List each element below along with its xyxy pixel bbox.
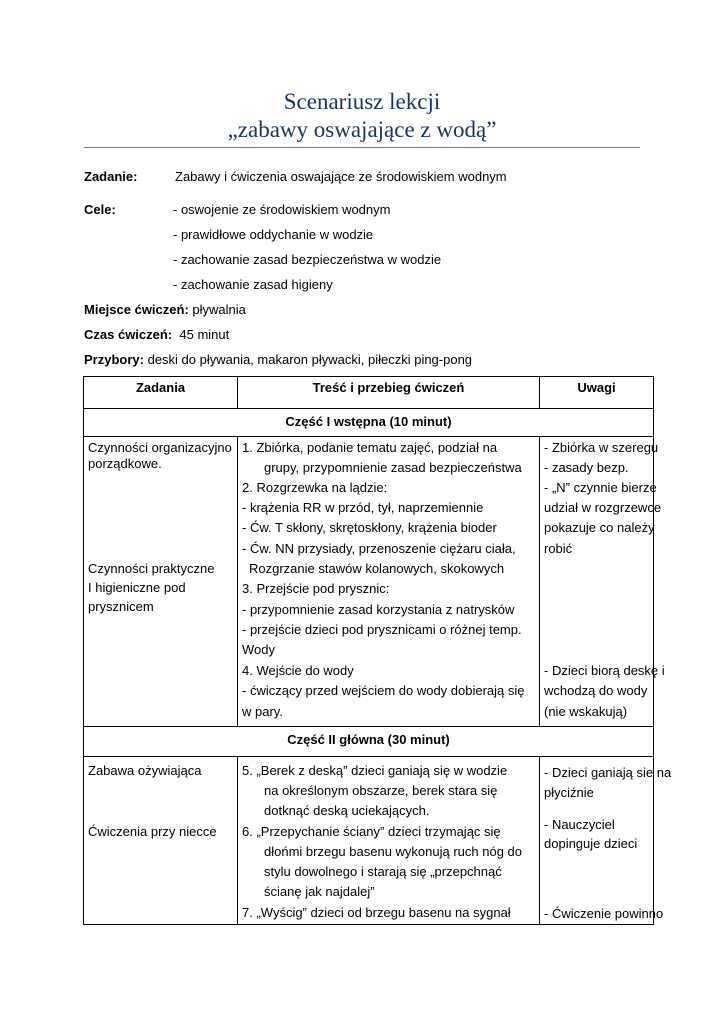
- cell-text: - przypomnienie zasad korzystania z natrysków: [242, 602, 515, 617]
- przybory-label: Przybory:: [84, 352, 144, 367]
- cell-text: - Dzieci biorą deskę i: [544, 663, 665, 678]
- cell-text: płyciźnie: [544, 785, 594, 800]
- cele-item: - oswojenie ze środowiskiem wodnym: [173, 202, 391, 217]
- cell-text: ścianę jak najdalej”: [264, 884, 375, 899]
- cell-text: grupy, przypomnienie zasad bezpieczeństwa: [264, 460, 522, 475]
- cell-text: - Zbiórka w szeregu: [544, 440, 659, 455]
- cell-text: Ćwiczenia przy niecce: [88, 824, 217, 839]
- lesson-table: [83, 376, 672, 925]
- cell-text: - zasady bezp.: [544, 460, 629, 475]
- czas-label: Czas ćwiczeń:: [84, 327, 173, 342]
- cell-text: - Ćwiczenie powinno: [544, 906, 664, 921]
- cell-text: Zabawa ożywiająca: [88, 763, 202, 778]
- cell-text: 6. „Przepychanie ściany” dzieci trzymając się: [242, 824, 501, 839]
- cell-text: Rozgrzanie stawów kolanowych, skokowych: [249, 561, 505, 576]
- cell-text: - Ćw. NN przysiady, przenoszenie ciężaru ciała,: [242, 541, 516, 556]
- przybory-value: deski do pływania, makaron pływacki, piłeczki ping-pong: [147, 352, 473, 367]
- cell-text: w pary.: [242, 704, 283, 719]
- cell-text: - Dzieci ganiają sie na: [544, 765, 672, 780]
- cell-text: 4. Wejście do wody: [242, 663, 354, 678]
- cell-text: 7. „Wyścig” dzieci od brzegu basenu na sygnał: [242, 905, 511, 920]
- header-uwagi: Uwagi: [577, 380, 616, 395]
- cele-label: Cele:: [84, 202, 116, 217]
- cell-text: - Nauczyciel: [544, 817, 615, 832]
- title-divider: [84, 147, 640, 148]
- cell-text: robić: [544, 541, 573, 556]
- cell-text: Czynności praktyczne: [88, 561, 215, 576]
- cell-text: - ćwiczący przed wejściem do wody dobierają się: [242, 683, 525, 698]
- cell-text: dłońmi brzegu basenu wykonują ruch nóg do: [264, 844, 523, 859]
- table-header-row: [84, 377, 654, 409]
- cell-text: 3. Przejście pod prysznic:: [242, 581, 390, 596]
- miejsce-value: pływalnia: [192, 302, 246, 317]
- section-row: [84, 727, 654, 757]
- cell-text: na określonym obszarze, berek stara się: [264, 783, 498, 798]
- cell-text: pokazuje co należy: [544, 520, 655, 535]
- section-title: Część I wstępna (10 minut): [285, 414, 452, 429]
- cele-item: - prawidłowe oddychanie w wodzie: [173, 227, 374, 242]
- cell-text: prysznicem: [88, 599, 154, 614]
- zadanie-label: Zadanie:: [84, 169, 138, 184]
- cell-text: 2. Rozgrzewka na lądzie:: [242, 480, 388, 495]
- cele-item: - zachowanie zasad higieny: [173, 277, 333, 292]
- table-row: [84, 757, 654, 925]
- document-subtitle: „zabawy oswajające z wodą”: [227, 117, 497, 142]
- przybory-row: [84, 352, 472, 368]
- cell-text: Wody: [242, 642, 275, 657]
- cell-text: 1. Zbiórka, podanie tematu zajęć, podział na: [242, 440, 498, 455]
- cell-text: stylu dowolnego i starają się „przepchnąć: [264, 864, 502, 879]
- table-row: [84, 437, 654, 727]
- czas-row: [84, 327, 229, 343]
- header-zadania: Zadania: [135, 380, 186, 395]
- cell-text: udział w rozgrzewce: [544, 500, 662, 515]
- cele-item: - zachowanie zasad bezpieczeństwa w wodzie: [173, 252, 442, 267]
- miejsce-row: [84, 302, 246, 318]
- cell-text: dotknąć deską uciekających.: [264, 803, 430, 818]
- zadanie-value: Zabawy i ćwiczenia oswajające ze środowiskiem wodnym: [175, 169, 507, 184]
- section-title: Część II główna (30 minut): [287, 732, 450, 747]
- document-title: Scenariusz lekcji: [283, 89, 441, 114]
- czas-value: 45 minut: [179, 327, 230, 342]
- cell-text: wchodzą do wody: [544, 683, 648, 698]
- cell-text: - Ćw. T skłony, skrętoskłony, krążenia bioder: [242, 520, 497, 535]
- miejsce-label: Miejsce ćwiczeń:: [84, 302, 189, 317]
- cell-text: Czynności organizacyjno: [88, 440, 232, 455]
- cell-text: - przejście dzieci pod prysznicami o różnej temp.: [242, 622, 522, 637]
- cell-text: I higieniczne pod: [88, 580, 186, 595]
- cell-text: (nie wskakują): [544, 704, 628, 719]
- cell-text: porządkowe.: [88, 456, 162, 471]
- cell-text: dopinguje dzieci: [544, 836, 638, 851]
- header-tresc: Treść i przebieg ćwiczeń: [312, 380, 465, 395]
- cell-text: - „N” czynnie bierze: [544, 480, 657, 495]
- cell-text: - krążenia RR w przód, tył, naprzemiennie: [242, 500, 484, 515]
- section-row: [84, 409, 654, 437]
- cell-text: 5. „Berek z deską” dzieci ganiają się w wodzie: [242, 763, 508, 778]
